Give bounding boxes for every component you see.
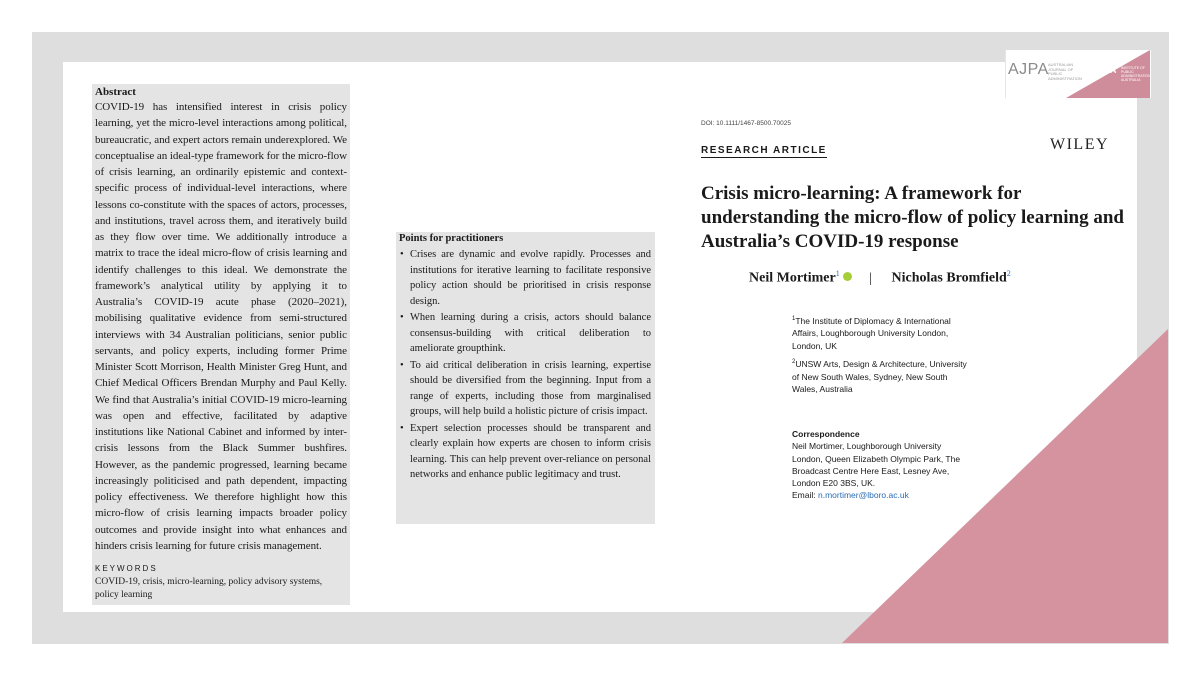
affiliation (792, 356, 972, 395)
author-name[interactable]: Nicholas Bromfield (891, 270, 1007, 286)
article-title: Crisis micro-learning: A framework for understanding the micro-flow of policy learning and Australia’s COVID-19 response (701, 183, 1124, 252)
practitioner-point (399, 310, 651, 357)
correspondence-block (792, 428, 962, 502)
affiliation-number: 2 (792, 359, 796, 366)
author-line (749, 269, 1011, 287)
correspondence-address: Neil Mortimer, Loughborough University London, Queen Elizabeth Olympic Park, The Broadcast Centre Here East, Lesney Ave, London E20 3BS, UK. (792, 441, 961, 489)
bullet-icon: • (400, 312, 404, 323)
email-label: Email: (792, 490, 816, 501)
keywords-list: COVID-19, crisis, micro-learning, policy advisory systems, policy learning (95, 577, 323, 600)
ajpa-logo-subtitle: AUSTRALIAN JOURNAL OF PUBLIC ADMINISTRATION (1048, 62, 1082, 81)
affiliation-marker: 2 (1006, 269, 1011, 278)
author-name[interactable]: Neil Mortimer (749, 270, 836, 286)
practitioners-heading: Points for practitioners (399, 233, 504, 244)
affiliation (792, 313, 972, 352)
affiliation-marker: 1 (835, 269, 840, 278)
article-type-label: RESEARCH ARTICLE (701, 145, 827, 156)
affiliations (792, 313, 972, 400)
ipaa-logo: IPAA (1094, 65, 1117, 75)
email-link[interactable]: n.mortimer@lboro.ac.uk (818, 490, 909, 501)
abstract-panel (92, 84, 350, 605)
abstract-heading: Abstract (95, 86, 136, 98)
affiliation-number: 1 (792, 316, 796, 322)
affiliation-text: The Institute of Diplomacy & International Affairs, Loughborough University London, London, UK (792, 315, 951, 351)
ipaa-logo-subtitle: INSTITUTE OF PUBLIC ADMINISTRATION AUSTRALIA (1121, 66, 1151, 82)
practitioner-point (399, 358, 651, 420)
point-text: When learning during a crisis, actors should balance consensus-building with critical deliberation to ameliorate groupthink. (410, 312, 651, 354)
practitioner-point (399, 421, 651, 483)
orcid-icon[interactable] (843, 272, 852, 281)
practitioner-point (399, 247, 651, 309)
bullet-icon: • (400, 422, 404, 434)
bullet-icon: • (400, 359, 404, 371)
practitioners-panel (396, 232, 655, 524)
bullet-icon: • (400, 249, 404, 260)
abstract-body: COVID-19 has intensified interest in crisis policy learning, yet the micro-level interactions among political, bureaucratic, and expert actors remain underexplored. We conceptualise an ideal-type framework for the micro-flow of crisis learning, an ordinarily epistemic and context-specific process of individual-level interactions, where lessons co-constitute with the spaces of actors, processes, and institutions, travel across them, and iteratively build as they flow over time. We additionally introduce a matrix to trace the ideal micro-flow of crisis learning and identify challenges to this ideal. We demonstrate the framework’s analytical utility by applying it to Australia’s COVID-19 acute phase (2020–2021), mobilising qualitative evidence from semi-structured interviews with 34 Australian politicians, senior public servants, and policy experts, including former Prime Minister Scott Morrison, Health Minister Greg Hunt, and Chief Medical Officers Brendan Murphy and Paul Kelly. We find that Australia’s initial COVID-19 micro-learning was open and effective, facilitated by adaptive institutions like National Cabinet and informed by inter-crisis lessons from the Black Summer bushfires. However, as the pandemic progressed, learning became increasingly politicised and path dependent, impacting policy effectiveness. We therefore highlight how this micro-flow of crisis learning impacts broader policy outcomes and provide insight into what enhances and hinders crisis learning for future crisis management. (95, 101, 347, 552)
practitioners-list (399, 247, 651, 483)
ajpa-logo: AJPA (1008, 61, 1049, 78)
correspondence-email-line (792, 489, 962, 501)
point-text: Expert selection processes should be transparent and clearly explain how experts are chosen to inform crisis learning. This can help prevent over-reliance on personal networks and enhance public legitimacy and trust. (410, 422, 651, 480)
doi-text: DOI: 10.1111/1467-8500.70025 (701, 120, 791, 127)
point-text: To aid critical deliberation in crisis learning, expertise should be diversified from the beginning. Input from a range of experts, including those from marginalised groups, will help build a holistic picture of crisis impact. (410, 359, 651, 417)
keywords-heading: KEYWORDS (95, 564, 158, 573)
author-separator: | (869, 270, 872, 286)
point-text: Crises are dynamic and evolve rapidly. Processes and institutions for iterative learning to facilitate responsive policy action should be prioritised in crisis response design. (410, 249, 651, 307)
affiliation-text: UNSW Arts, Design & Architecture, University of New South Wales, Sydney, New South Wales, Australia (792, 359, 967, 395)
publisher-logo: WILEY (1050, 136, 1110, 153)
correspondence-heading: Correspondence (792, 429, 860, 439)
